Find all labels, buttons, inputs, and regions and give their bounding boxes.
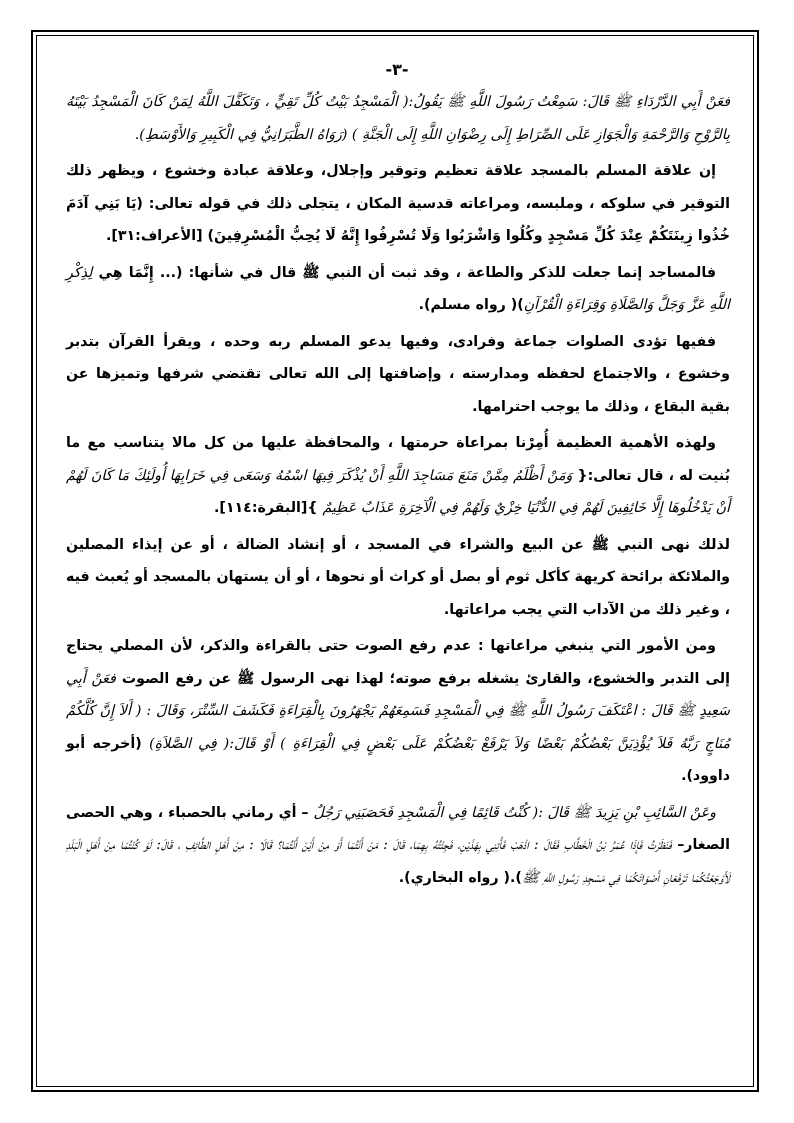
body-text: )( رواه مسلم). <box>418 297 524 313</box>
body-text: ومن الأمور التي ينبغي مراعاتها : عدم رفع الصوت حتى بالقراءة والذكر، لأن المصلي يحتاج إلى التدبر والخشوع، والقارئ يشغله برفع صوته؛ لهذا نهى الرسول ﷺ عن رفع الصوت <box>66 638 730 687</box>
quoted-text: وعَنْ السَّائِبِ بْنِ يَزِيدَ ﷺ قَالَ :( كُنْتُ قَائِمًا فِي الْمَسْجِدِ فَحَصَبَنِي رَجُلٌ <box>313 804 716 821</box>
paragraph <box>66 155 730 253</box>
paragraph <box>66 257 730 322</box>
body-text: (يَا بَنِي آدَمَ خُذُوا زِينَتَكُمْ عِنْدَ كُلِّ مَسْجِدٍ وكُلُوا وَاشْرَبُوا وَلَا تُسْرِفُوا إِنَّهُ لَا يُحِبُّ الْمُسْرِفِينَ) [الأعراف:٣١]. <box>66 195 730 244</box>
paragraph <box>66 630 730 793</box>
quoted-text: فعَنْ أَبِي سَعِيدٍ ﷺ قَالَ : اعْتَكَفَ رَسُولُ اللَّهِ ﷺ فِي الْمَسْجِدِ فَسَمِعَهُمْ يَجْهَرُونَ بِالْقِرَاءَةِ فَكَشَفَ السِّتْرَ، وَقَالَ : ( أَلاَ إِنَّ كُلَّكُمْ مُنَاجٍ رَبَّهُ فَلاَ يُؤْذِيَنَّ بَعْضُكُمْ بَعْضًا وَلاَ يَرْفَعْ بَعْضُكُمْ عَلَى بَعْضٍ فِي الْقِرَاءَةِ ) أَوْ قَالَ:( فِي الصَّلاَةِ) <box>66 670 730 752</box>
paragraph <box>66 529 730 627</box>
document-body <box>66 86 730 898</box>
body-text: }[البقرة:١١٤]. <box>213 500 323 516</box>
body-text: إن علاقة المسلم بالمسجد علاقة تعظيم وتوقير وإجلال، وعلاقة عبادة وخشوع ، ويظهر ذلك التوقير في سلوكه ، وملبسه، ومراعاته قدسية المكان ، يتجلى ذلك في قوله تعالى: <box>66 163 730 212</box>
body-text: ففيها تؤدى الصلوات جماعة وفرادى، وفيها يدعو المسلم ربه وحده ، ويقرأ القرآن بتدبر وخشوع ، والاجتماع لحفظه ومدارسته ، وإضافتها إلى الله تعالى تقتضي شرفها وتميزها عن بقية البقاع ، وذلك ما يوجب احترامها. <box>66 333 730 415</box>
quoted-text: فَنَظَرْتُ فَإِذَا عُمَرُ بْنُ الْخَطَّابِ فَقَالَ : اذْهَبْ فَأْتِنِي بِهَذَيْنِ، فَجِئْتُهُ بِهِمَا، قَالَ : مَنْ أَنْتُمَا أَوْ مِنْ أَيْنَ أَنْتُمَا؟ قَالَا : مِنْ أَهْلِ الطَّائِفِ ، قَالَ: لَوْ كُنْتُمَا مِنْ أَهْلِ الْبَلَدِ لَأَوْجَعْتُكُمَا تَرْفَعَانِ أَصْوَاتَكُمَا فِي مَسْجِدِ رَسُولِ اللَّهِ ﷺ <box>66 837 730 886</box>
page-number: -٣- <box>385 60 409 79</box>
body-text: ).( رواه البخاري). <box>398 869 522 886</box>
paragraph <box>66 797 730 895</box>
quoted-text: فعَنْ أَبِي الدَّرْدَاءِ ﷺ قَالَ: سَمِعْتُ رَسُولَ اللَّهِ ﷺ يَقُولُ:( الْمَسْجِدُ بَيْتُ كُلِّ تَقِيٍّ ، وَتَكَفَّلَ اللَّهُ لِمَنْ كَانَ الْمَسْجِدُ بَيْتَهُ بِالرَّوْحِ وَالرَّحْمَةِ وَالْجَوَازِ عَلَى الصِّرَاطِ إِلَى رِضْوَانِ اللَّهِ إِلَى الْجَنَّةِ ) (رَوَاهُ الطَّبَرَانِيُّ فِي الْكَبِيرِ وَالأَوْسَطِ). <box>66 94 730 143</box>
quoted-text: وَمَنْ أَظْلَمُ مِمَّنْ مَنَعَ مَسَاجِدَ اللَّهِ أَنْ يُذْكَرَ فِيهَا اسْمُهُ وَسَعَى فِي خَرَابِهَا أُولَئِكَ مَا كَانَ لَهُمْ أَنْ يَدْخُلُوهَا إِلَّا خَائِفِينَ لَهُمْ فِي الدُّنْيَا خِزْيٌ وَلَهُمْ فِي الْآخِرَةِ عَذَابٌ عَظِيمٌ <box>66 467 730 516</box>
body-text: – أي رماني بالحصباء ، وهي الحصى الصغار– <box>66 804 730 853</box>
paragraph <box>66 326 730 424</box>
body-text: (أخرجه أبو داوود). <box>66 735 730 784</box>
body-text: لذلك نهى النبي ﷺ عن البيع والشراء في المسجد ، أو إنشاد الضالة ، أو عن إيذاء المصلين والملائكة برائحة كريهة كأكل ثوم أو بصل أو كراث أو نحوها ، أو أن يستهان بالمسجد أو يُعبث فيه ، وغير ذلك من الآداب التي يجب مراعاتها. <box>66 536 730 618</box>
quoted-text: لِذِكْرِ اللَّهِ عَزَّ وَجَلَّ وَالصَّلَاةِ وَقِرَاءَةِ الْقُرْآنِ <box>66 264 730 313</box>
body-text: فالمساجد إنما جعلت للذكر والطاعة ، وقد ثبت أن النبي ﷺ قال في شأنها: (... إِنَّمَا هِي <box>92 264 716 281</box>
paragraph <box>66 86 730 151</box>
body-text: ولهذه الأهمية العظيمة أُمِرْنا بمراعاة حرمتها ، والمحافظة عليها من كل مالا يتناسب مع ما بُنيت له ، قال تعالى:{ <box>66 435 730 484</box>
paragraph <box>66 427 730 525</box>
